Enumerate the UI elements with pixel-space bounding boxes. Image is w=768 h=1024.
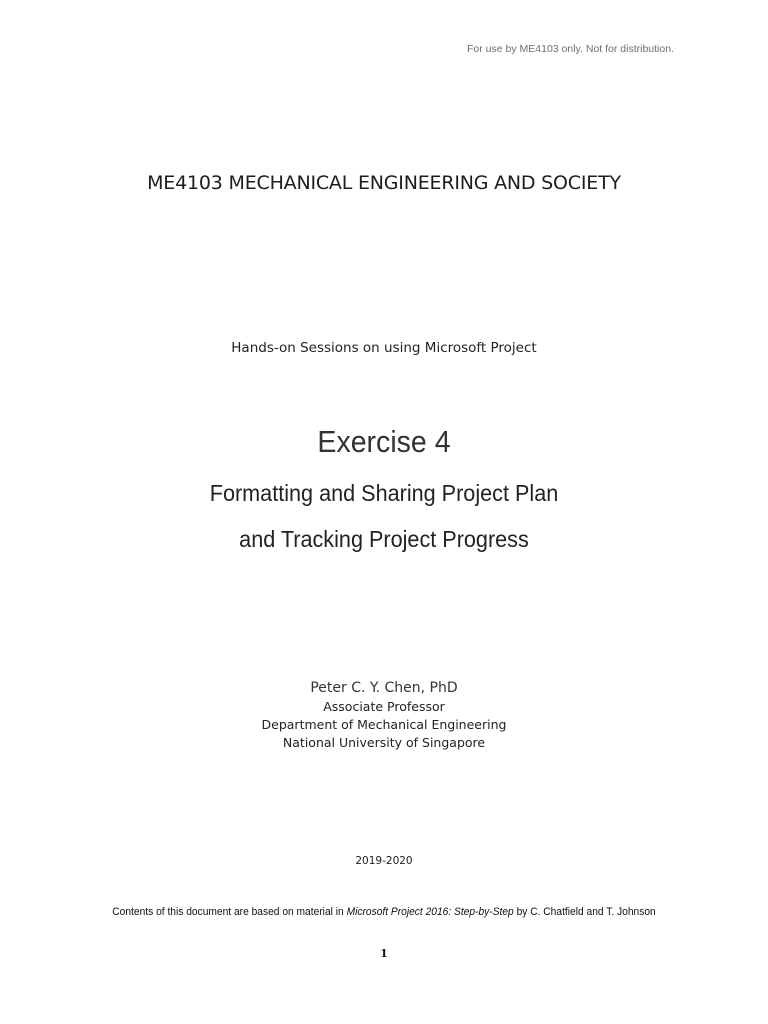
academic-year: 2019-2020 [355, 855, 413, 867]
session-subtitle: Hands-on Sessions on using Microsoft Project [231, 340, 537, 356]
topic-line-2: and Tracking Project Progress [239, 526, 529, 552]
exercise-label: Exercise 4 [317, 424, 451, 459]
topic-line-1: Formatting and Sharing Project Plan [209, 480, 559, 506]
author-department: Department of Mechanical Engineering [261, 717, 507, 732]
credits-book-title: Microsoft Project 2016: Step-by-Step [346, 906, 514, 918]
author-name: Peter C. Y. Chen, PhD [310, 680, 458, 696]
author-position: Associate Professor [323, 699, 445, 714]
author-university: National University of Singapore [282, 735, 486, 750]
course-title: ME4103 MECHANICAL ENGINEERING AND SOCIETY [147, 172, 621, 194]
credits-line [27, 906, 741, 918]
credits-suffix: by C. Chatfield and T. Johnson [513, 906, 656, 918]
distribution-notice: For use by ME4103 only. Not for distribution. [467, 43, 674, 55]
credits-prefix: Contents of this document are based on material in [112, 906, 347, 918]
page-number: 1 [380, 947, 388, 960]
